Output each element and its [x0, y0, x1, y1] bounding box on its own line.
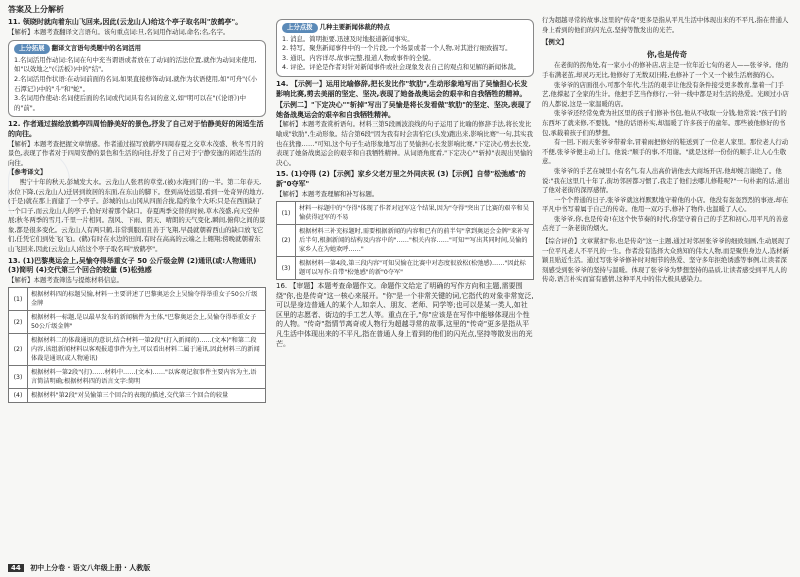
- table-row: (1) 材料一标题中的"夺得"体现了作者对冠军这个结果,因为"夺得"突出了比赛的艰辛和吴愉获得冠军的不易: [277, 202, 534, 225]
- example-essay-label: 【例文】: [542, 38, 568, 47]
- tip-box-subtitle: 翻译文言语句类题中的名词活用: [51, 44, 142, 53]
- table-row: (3) 根据材料一第2段"(打)……材料中……(文本)……"以客观记叙事件主要内容为主,语言简洁明确;根据材料四的语言文字:简明: [9, 366, 266, 389]
- q13-analysis-table: [8, 287, 266, 403]
- q11-answer: 11. 领晓时就向着东山飞回来,因此(云龙山人)给这个亭子取名叫"放鹤亭"。: [8, 18, 243, 26]
- table-cell: 根据材料一第4段,第三段内容"可知吴愉在比赛中对态度很放松(松弛感)……"因此标题可以写作:自带"松弛感"的新"0夺军": [296, 257, 534, 280]
- tip-item: 1.名词活用作动词:名词在句中充当谓语或者放在了动词的活法位置,就作为动词来使用,如"以效地之"(《活板》)中的"结"。: [14, 55, 257, 74]
- tip-item: 4. 评论。评论是作者对针对新闻事件或社会现象发表自己的观点和见解的新闻体裁。: [282, 63, 521, 72]
- book-title: 初中上分卷 · 语文八年级上册 · 人教版: [30, 564, 151, 572]
- overall-comment: 【综合评价】文章紧扣"你,也是传奇"这一主题,通过对邻居张爷爷的细致刻画,生动展现了一位平凡老人不平凡的一生。作者没有选择大众熟知的伟大人物,而是聚焦身边人,选材新颖且贴近生活。通过写张爷爷修补时对细节的热爱、坚守多年拒绝诱惑等事例,让读者深刻感受到张爷爷的坚持与温暖。体现了张爷爷为梦想坚持的品质,让读者感受到平凡人的传奇,语言朴实而富有感情,这种平凡中的伟大极具感染力。: [542, 237, 791, 284]
- essay-paragraph: 张爷爷的店面很小,可那个年代,生活的艰辛让他没有条件接受更多教育,靠着一门手艺,他撑起了全家的生计。他把手艺当作修行,一针一线中都是对生活的热爱。光顾过小店的人都说,这是一家温暖的店。: [542, 80, 789, 108]
- essay-paragraph: 在老街的拐角处,有一家小小的修补店,店主是一位年近七旬的老人——张爷爷。他的手布满老茧,却灵巧无比,他修好了无数双旧鞋,也修补了一个又一个被生活磨损的心。: [542, 61, 789, 79]
- q13-answer: 13. (1)巴黎奥运会上,吴愉夺得举重女子 50 公斤级金牌 (2)通讯(或:人物通讯) (3)简明 (4)交代第三个回合的较量 (5)松弛感: [8, 256, 257, 275]
- column-middle: [276, 16, 534, 349]
- tip-item: 2. 特写。聚焦新闻事件中的一个片段,一个场景或者一个人物,对其进行细致描写。: [282, 44, 512, 53]
- q15-explanation: 【解析】本题考查理解和补写标题。: [276, 189, 379, 198]
- tip-box-news-genres: [276, 19, 534, 77]
- essay-paragraph: 张爷爷,你,也是传奇!在这个快节奏的时代,你坚守着自己的手艺和初心,用平凡的善意点亮了一条老街的烟火。: [542, 214, 789, 233]
- table-cell: 材料一标题中的"夺得"体现了作者对冠军这个结果,因为"夺得"突出了比赛的艰辛和吴愉获得冠军的不易: [296, 202, 534, 225]
- essay-title: 你,也是传奇: [646, 49, 688, 59]
- page-number: 44: [8, 564, 24, 572]
- essay-paragraph: 张爷爷还经常免费为社区里的孩子们修补书包,他从不收取一分钱,他常说:"孩子们的东西坏了就来修,不要钱。"他的话语朴实,却温暖了许多孩子的童年。那些被他修好的书包,承载着孩子们的梦想。: [542, 109, 787, 137]
- table-cell: 根据材料四的标题吴愉,材料一主要讲述了巴黎奥运会上吴愉夺得举重女子50公斤级金牌: [28, 288, 266, 311]
- table-row: (4) 根据材料"第2段"对吴愉第三个回合的表现的描述,交代第三个回合的较量: [9, 389, 266, 403]
- q12-explanation: 【解析】本题考查把握文章情感。作者通过描写放鹤亭四周春夏之交草木茂盛、秋冬雪月的景色,表现了作者对于四周安静的景色和生活的向往,抒发了自己对于宁静安逸的闲适生活的向往。: [8, 139, 264, 167]
- tip-item: 3. 通讯。内容详尽,故事完整,报道人物或事件的全貌。: [282, 53, 435, 62]
- q11-explanation: 【解析】本题考查翻译文言语句。该句重点词:旦,名词用作动词,命名;名,名字。: [8, 27, 230, 36]
- table-row: (1) 根据材料四的标题吴愉,材料一主要讲述了巴黎奥运会上吴愉夺得举重女子50公斤级金牌: [9, 288, 266, 311]
- table-row: (3) 根据材料一第4段,第三段内容"可知吴愉在比赛中对态度很放松(松弛感)……"因此标题可以写作:自带"松弛感"的新"0夺军": [277, 257, 534, 280]
- tip-item: 2.名词活用作状语:在动词前面的名词,如果直接修饰动词,就作为状语使用,如"可舟"(《小石潭记》)中的"斗"和"蛇"。: [14, 74, 258, 93]
- table-cell: 根据材料三补充标题时,需要根据新闻的内容和已有的前半句"拿到奥运会金牌"来补写后半句,根据新闻的结构及内容中的"……"相关内容……"可知""写出其同时间,吴愉的家乡人在为她欢呼……": [296, 225, 534, 257]
- tip-box-noun-usage: [8, 40, 266, 117]
- tip-box-title: 上分点拨: [282, 23, 318, 33]
- table-cell: 根据材料一第2段"(打)……材料中……(文本)……"以客观记叙事件主要内容为主,语言简洁明确;根据材料四的语言文字:简明: [28, 366, 266, 389]
- tip-item: 1. 消息。简明扼要,迅速及时地报道新闻事实。: [282, 34, 414, 43]
- essay-paragraph: 一个个普通的日子,张爷爷就这样默默地守着他的小店。他没有轰轰烈烈的事迹,却在平凡中书写着属于自己的传奇。他用一双巧手,修补了物件,也温暖了人心。: [542, 195, 789, 214]
- tip-box-title: 上分拓展: [14, 44, 50, 54]
- table-cell: 根据材料"第2段"对吴愉第三个回合的表现的描述,交代第三个回合的较量: [28, 389, 266, 403]
- q12-answer: 12. 作者通过描绘放鹤亭四周怡静美好的景色,抒发了自己对于怡静美好的闲适生活的向往。: [8, 120, 264, 138]
- page-footer: [8, 563, 150, 573]
- q14-example-two: 【示例二】"下定决心""斩掉"写出了吴愉是将长发看做"软肋"的坚定、坚决,表现了她备战奥运会的艰辛和自我牺牲精神。: [276, 101, 532, 119]
- essay-paragraph: 有一回,下雨天张爷爷带着伞,冒着雨把修好的鞋送到了一位老人家里。那位老人行动不便,张爷爷便主动上门。他说:"顺手的事,不用谢。"就是这样一份份的顺手,让人心生敬意。: [542, 138, 789, 166]
- reference-translation-text: 熙宁十年的秋天,彭城发大水。云龙山人张君的草堂,(被)水淹到门的一半。第二年春天,水位下降,(云龙山人)迁居到故居的东面,在东山的脚下。登到高处远望,看到一处奇异的地方,(于是)就在那上面建了一个亭子。彭城的山,山冈从四面合拢,隐约象个大环;只是在西面缺了一个口子,而云龙山人的亭子,恰好对着那个缺口。春夏两季交替的时候,草木茂盛,向天空伸展;秋冬两季的雪月,千里一片相同。刮风、下雨、阴天、晴朗的天气变化,瞬间,俯仰之间的景象,都是很多变化。云龙山人有两只鹤,非常驯服而且善于飞翔,早晨就朝着西山的缺口放飞它们,任凭它们到处飞(飞)。(鹤)有时在水边的田间,有时在高高的云端之上翱翔;傍晚就朝着东山飞回来,因此(云龙山人)给这个亭子取名叫"放鹤亭"。: [8, 177, 266, 254]
- q13-explanation: 【解析】本题考查筛选与提炼材料信息。: [8, 275, 124, 284]
- table-cell: 根据材料二的体裁通讯的意识,结合材料一第2段"(打入新闻的)……(文本)"和第二段内容,该组新闻材料以客观报道事件为主,可以看出材料二属于通讯,因此材料三的新闻体裁是通讯(或人物通讯): [28, 334, 266, 366]
- q16-prompt-analysis: 16. 【审题】本题考查命题作文。命题作文给定了明确的写作方向和主题,需要围绕"你,也是传奇"这一核心来展开。"你"是一个非常关键的词,它指代的对象非常宽泛,可以是身边普通人的某个人,如亲人、朋友、老师、同学等;也可以是某一类人,如社区里的志愿者、街边的手工艺人等。重点在于,"你"应该是在写作中能够体现出个性的人物。"传奇"指情节离奇或人物行为超越寻常的故事,这里的"传奇"更多是指从平凡生活中体现出来的不平凡,指在普通人身上看到的他们的闪光点,坚持等散发出的光芒。: [276, 282, 534, 348]
- reference-translation-title: 【参考译文】: [8, 168, 47, 177]
- table-row: (2) 根据材料二的体裁通讯的意识,结合材料一第2段"(打入新闻的)……(文本)"和第二段内容,该组新闻材料以客观报道事件为主,可以看出材料二属于通讯,因此材料三的新闻体裁是通讯(或人物通讯): [9, 334, 266, 366]
- q14-answer: 14. 【示例一】运用比喻修辞,把长发比作"软肋",生动形象地写出了吴愉担心长发影响比赛,剪去美丽的坚定、坚决,表现了她备战奥运会的艰辛和自我牺牲的精神。: [276, 79, 528, 98]
- tip-item: 3.名词用作使动:名词使后面的名词或代词具有名词的意义,如"明可以在"(《论语》)中的"前"。: [14, 94, 247, 112]
- essay-intro: 行为超越寻常的故事,这里的"传奇"更多是指从平凡生活中体现出来的不平凡,指在普通人身上看到的他们的闪光点,坚持等散发出的光芒。: [542, 16, 789, 34]
- essay-paragraph: 张爷爷的手艺在城里小有名气,有人出高价请他去大商场开店,他却婉言谢绝了。他说:"我在这里几十年了,街坊邻居都习惯了,我走了他们去哪儿修鞋呢?"一句朴素的话,道出了他对老街的深厚感情。: [542, 166, 790, 195]
- q15-answer: 15. (1)夺得 (2)【示例】家乡父老万里之外同庆祝 (3)【示例】自带"松弛感"的新"0夺军": [276, 170, 526, 188]
- table-cell: 根据材料一标题,是以最早发布的新闻稿件为主体,"巴黎奥运会上,吴愉夺得举重女子50公斤级金牌": [28, 311, 266, 334]
- header-answer-label: 答案及上分解析: [8, 5, 64, 14]
- q15-analysis-table: [276, 201, 534, 280]
- column-left: [8, 16, 266, 405]
- table-row: (2) 根据材料三补充标题时,需要根据新闻的内容和已有的前半句"拿到奥运会金牌"来补写后半句,根据新闻的结构及内容中的"……"相关内容……"可知""写出其同时间,吴愉的家乡人在为她欢呼……": [277, 225, 534, 257]
- tip-box-subtitle: 几种主要新闻体裁的特点: [319, 23, 390, 31]
- table-row: (2) 根据材料一标题,是以最早发布的新闻稿件为主体,"巴黎奥运会上,吴愉夺得举重女子50公斤级金牌": [9, 311, 266, 334]
- column-right: [542, 16, 792, 285]
- q14-explanation: 【解析】本题考查赏析语句。材料三第5段画波浪线的句子运用了比喻的修辞手法,将长发比喻成"软肋",生动形象。结合第6段"因为我有时会害怕它(头发)跑出来,影响比赛"一句,其实我也在犹豫……"可知,这个句子生动形象地写出了吴愉担心长发影响比赛,"下定决心剪去长发,表现了她备战奥运会的艰辛和自我牺牲精神。从词语角度看,"下定决心""斩掉"表现出吴愉的决心。: [276, 120, 533, 167]
